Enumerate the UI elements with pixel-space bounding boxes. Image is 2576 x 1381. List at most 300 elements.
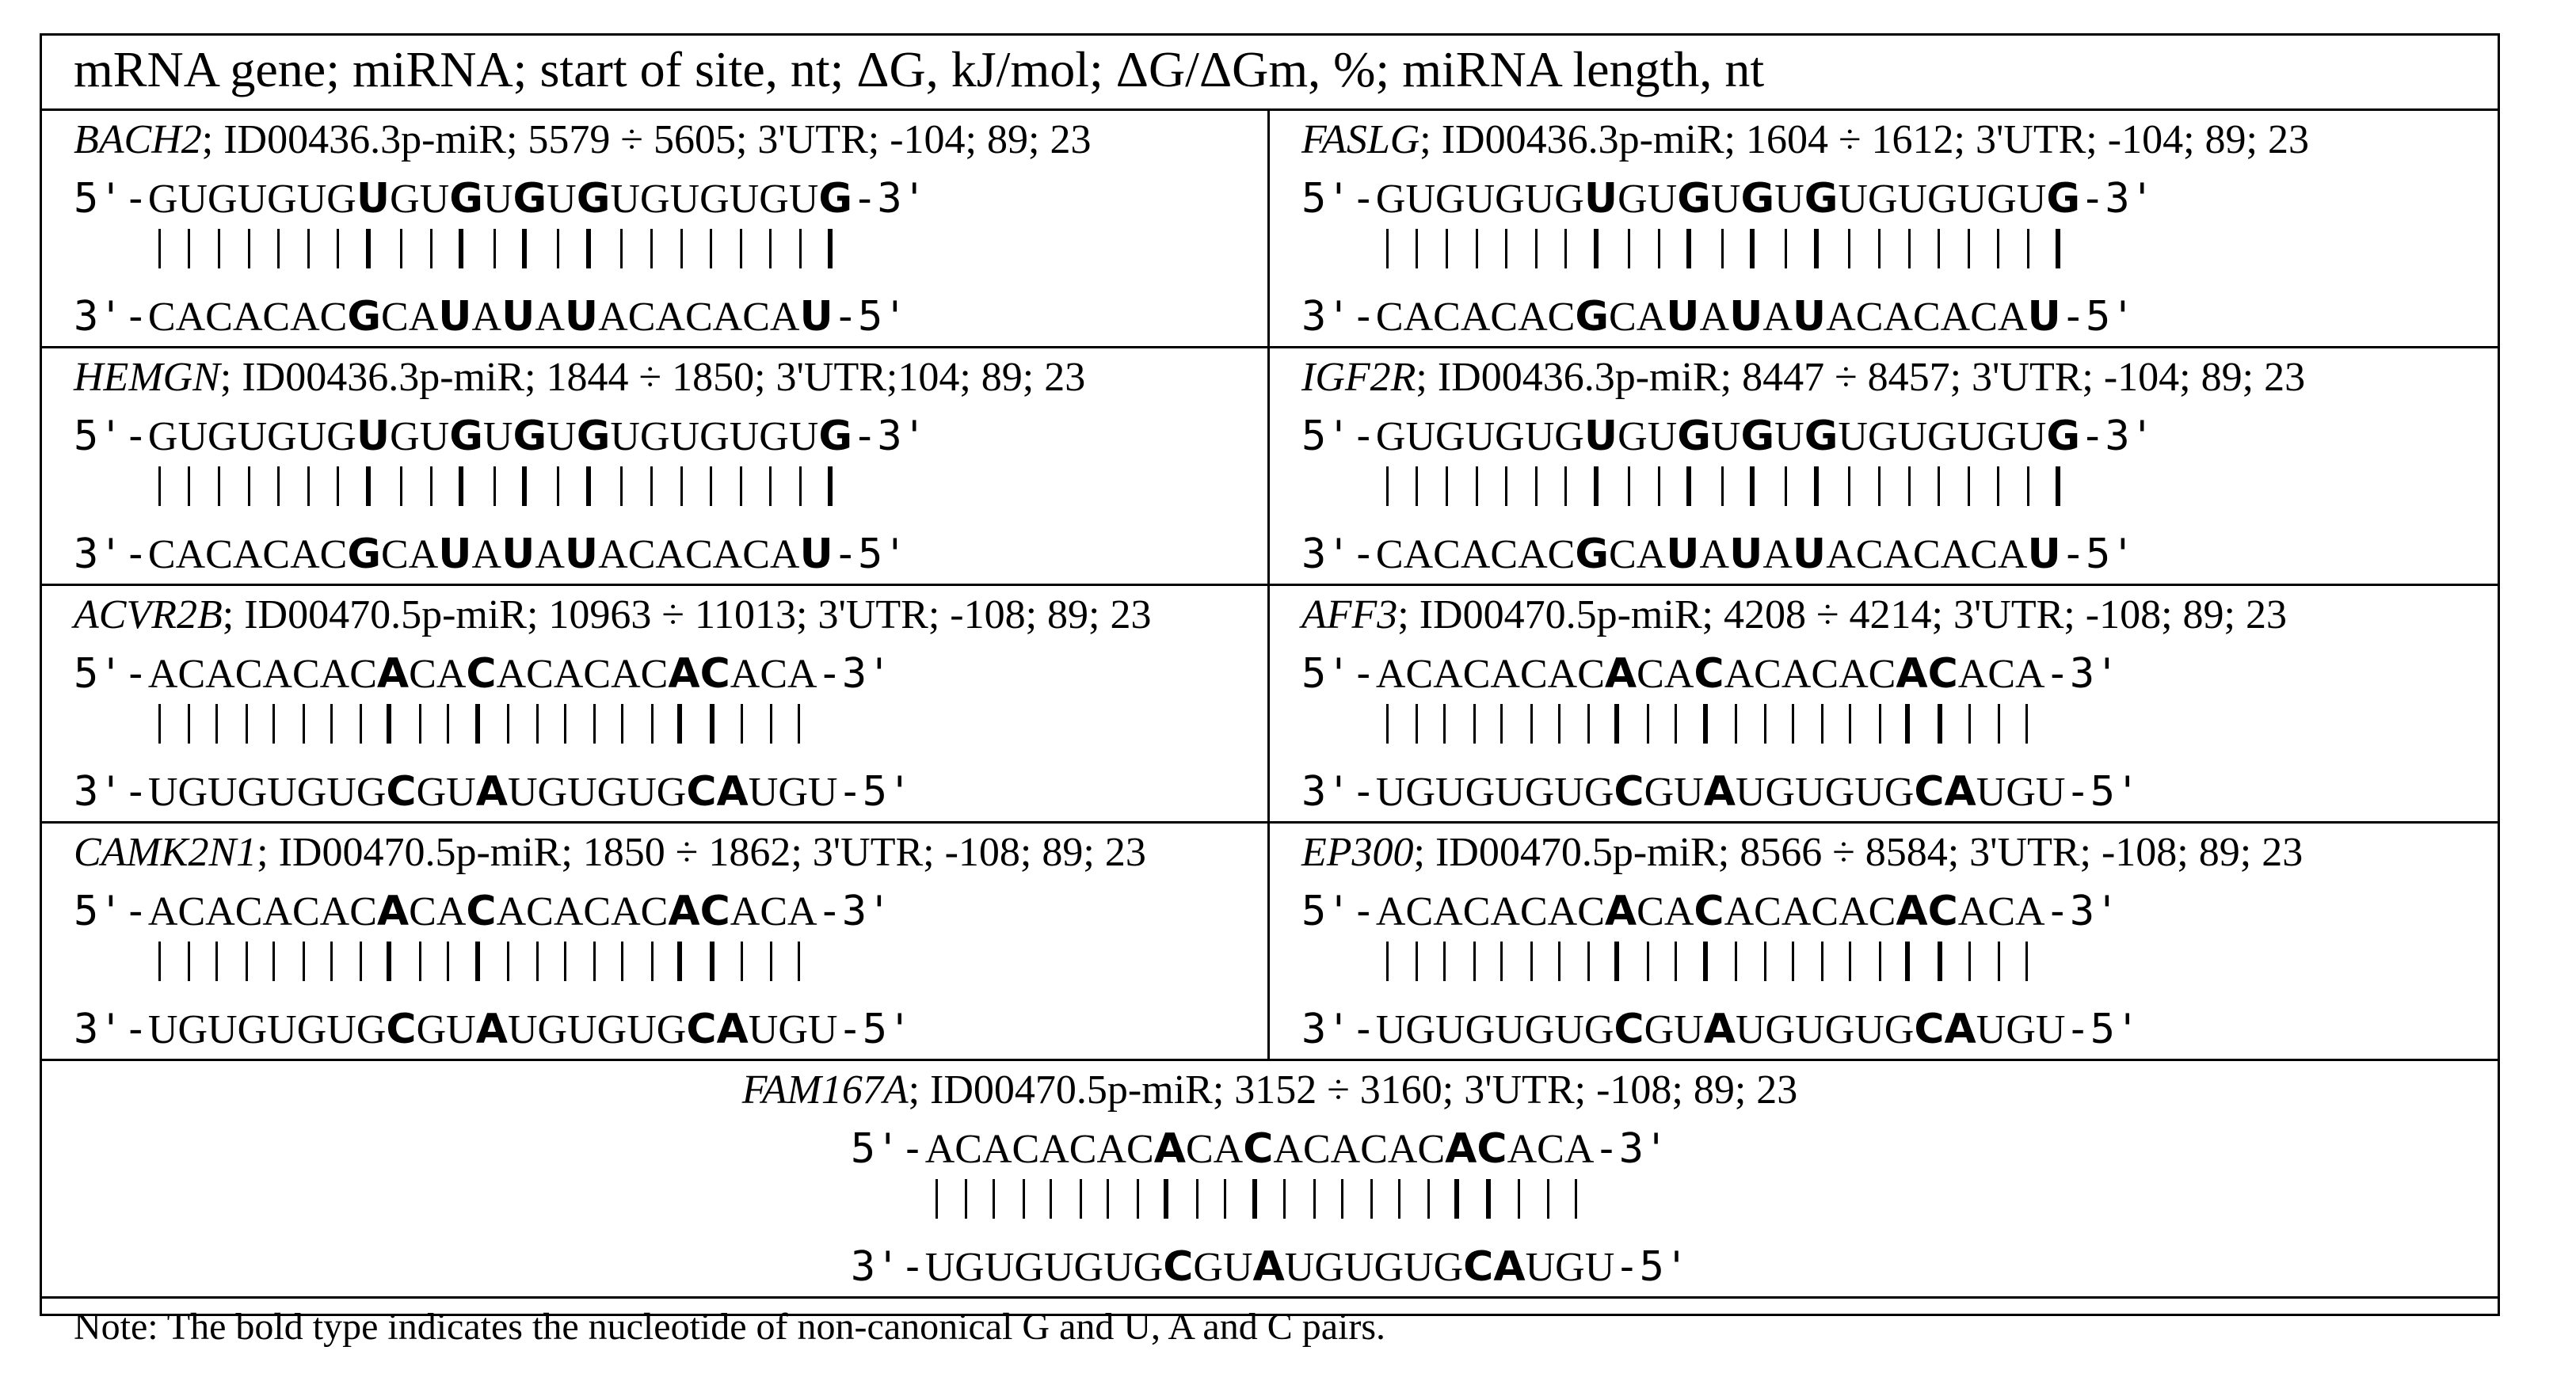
nucleotide: C (1970, 295, 1998, 340)
pair-bar (148, 229, 178, 268)
nucleotide: U (729, 177, 760, 222)
nucleotide: C (1537, 1127, 1564, 1172)
nucleotide: C (1637, 652, 1664, 697)
pair-bar (267, 229, 297, 268)
nucleotide: G (1554, 414, 1584, 459)
pair-bar (1186, 1179, 1214, 1219)
nucleotide: A (262, 889, 292, 934)
pair-bar (177, 466, 208, 506)
nucleotide: C (1912, 295, 1941, 340)
pair-bar (760, 704, 787, 744)
pair-bar (377, 704, 409, 744)
strand-prefix: 5'- (1301, 888, 1376, 935)
nucleotide: C (1754, 889, 1781, 934)
pair-bar (610, 229, 640, 268)
pair-bar (670, 229, 700, 268)
nucleotide: A (175, 295, 206, 340)
pairing-bars (74, 466, 927, 525)
nucleotide-bold: C (1614, 768, 1644, 816)
nucleotide-bold: G (1575, 293, 1610, 340)
pair-bar (1433, 942, 1463, 981)
entry-info (42, 1061, 2498, 1120)
nucleotide: G (390, 414, 420, 459)
nucleotide: A (611, 652, 641, 697)
strand-prefix: 5'- (74, 650, 148, 698)
nucleotide-bold: G (576, 175, 611, 223)
pair-bar (787, 704, 817, 744)
nucleotide-bold: U (799, 531, 833, 578)
nucleotide: C (147, 295, 176, 340)
pair-bar (1376, 704, 1406, 744)
nucleotide: A (1663, 889, 1694, 934)
nucleotide: A (924, 1127, 955, 1172)
pair-bar (449, 466, 483, 506)
pair-bar (449, 229, 483, 268)
nucleotide: U (1957, 414, 1987, 459)
pair-bar (390, 229, 420, 268)
nucleotide: U (419, 414, 450, 459)
nucleotide: A (1997, 532, 2028, 577)
nucleotide: C (1302, 1127, 1331, 1172)
site-info: ; ID00436.3p-miR; 1844 ÷ 1850; 3'UTR;104; 89; 23 (219, 355, 1086, 400)
nucleotide-bold: C (1914, 768, 1945, 816)
strand-prefix: 5'- (1301, 650, 1376, 698)
pair-bar (1417, 1179, 1445, 1219)
strand-suffix: -5' (2065, 768, 2140, 816)
pair-bar (1774, 229, 1804, 268)
nucleotide-bold: A (1944, 768, 1976, 816)
nucleotide-bold: G (513, 413, 547, 460)
strand-suffix: -3' (2080, 175, 2155, 223)
pair-bar (1405, 466, 1435, 506)
nucleotide: G (147, 414, 178, 459)
pair-bar (1898, 466, 1928, 506)
pair-bar (1740, 229, 1774, 268)
pairing-bars (851, 1179, 1689, 1238)
pair-bar (1804, 229, 1839, 268)
pair-bar (1987, 466, 2017, 506)
nucleotide: A (1699, 295, 1730, 340)
nucleotide: G (326, 414, 356, 459)
nucleotide: C (1375, 295, 1404, 340)
pair-bar (1838, 466, 1868, 506)
nucleotide: U (237, 177, 268, 222)
nucleotide: A (1547, 652, 1578, 697)
pair-bar (1564, 1179, 1595, 1219)
strand-suffix: -3' (817, 650, 892, 698)
nucleotide: G (208, 177, 238, 222)
nucleotide: C (1987, 652, 2016, 697)
pair-bar (497, 704, 527, 744)
pair-bar (640, 229, 670, 268)
pair-bar (1648, 229, 1678, 268)
pair-bar (326, 229, 356, 268)
pair-bar (297, 466, 327, 506)
nucleotide: G (1073, 1245, 1104, 1290)
nucleotide: C (1811, 652, 1839, 697)
nucleotide: G (537, 1007, 568, 1052)
pair-bar (1724, 942, 1755, 981)
top-strand (74, 169, 927, 229)
pair-bar (1648, 466, 1678, 506)
nucleotide: A (535, 532, 565, 577)
nucleotide: U (2035, 770, 2066, 815)
nucleotide: U (984, 1245, 1015, 1290)
nucleotide-bold: C (466, 650, 497, 698)
nucleotide: U (446, 770, 476, 815)
nucleotide: U (147, 770, 178, 815)
pair-bar (349, 704, 377, 744)
nucleotide: C (742, 532, 770, 577)
top-strand (1301, 407, 2155, 466)
mirna-binding-table (40, 33, 2500, 1348)
top-strand (74, 407, 927, 466)
gene-name: HEMGN (74, 355, 220, 400)
pair-bar (497, 942, 527, 981)
pair-bar (1273, 1179, 1303, 1219)
nucleotide: C (526, 889, 554, 934)
nucleotide: G (1465, 770, 1496, 815)
pair-bar (377, 942, 409, 981)
nucleotide: A (1564, 1127, 1595, 1172)
nucleotide: C (1577, 889, 1605, 934)
pair-bar (1754, 704, 1781, 744)
pair-bar (483, 229, 513, 268)
pair-bar (148, 704, 178, 744)
nucleotide: U (296, 177, 327, 222)
pair-bar (466, 704, 496, 744)
nucleotide: A (1957, 889, 1988, 934)
nucleotide: G (778, 1007, 808, 1052)
nucleotide: U (267, 1007, 297, 1052)
top-strand (1301, 882, 2140, 942)
nucleotide: C (177, 889, 206, 934)
nucleotide-bold: G (2046, 413, 2081, 460)
nucleotide: C (1811, 889, 1839, 934)
nucleotide: G (1524, 770, 1555, 815)
nucleotide: U (1465, 414, 1496, 459)
nucleotide: C (1987, 889, 2016, 934)
nucleotide: A (1403, 532, 1434, 577)
nucleotide: A (1433, 652, 1463, 697)
nucleotide: U (729, 414, 760, 459)
pair-bar (148, 466, 178, 506)
nucleotide: G (416, 1007, 447, 1052)
pair-bar (1694, 942, 1724, 981)
nucleotide: C (319, 295, 348, 340)
pair-bar (1554, 229, 1584, 268)
strand-prefix: 5'- (74, 413, 148, 460)
nucleotide: U (1043, 1245, 1074, 1290)
pair-bar (759, 229, 789, 268)
pair-bar (1126, 1179, 1154, 1219)
nucleotide: C (1868, 652, 1896, 697)
nucleotide: A (436, 652, 467, 697)
nucleotide-bold: G (1740, 175, 1775, 223)
nucleotide: U (1854, 770, 1884, 815)
nucleotide: C (1855, 532, 1884, 577)
nucleotide: U (1375, 1007, 1406, 1052)
nucleotide: C (1126, 1127, 1154, 1172)
nucleotide: G (778, 770, 808, 815)
nucleotide-bold: A (1445, 1125, 1477, 1173)
nucleotide-bold: G (449, 175, 483, 223)
nucleotide: G (1927, 414, 1957, 459)
nucleotide: G (656, 770, 687, 815)
nucleotide: A (611, 889, 641, 934)
nucleotide: G (1618, 414, 1648, 459)
nucleotide: G (699, 414, 730, 459)
nucleotide: A (1507, 1127, 1538, 1172)
nucleotide: A (1781, 652, 1812, 697)
nucleotide: U (1584, 1245, 1615, 1290)
nucleotide: A (730, 652, 760, 697)
pair-bar (1987, 229, 2017, 268)
pair-bar (611, 942, 641, 981)
nucleotide: A (787, 652, 817, 697)
pair-bar (699, 229, 730, 268)
nucleotide-bold: C (686, 1006, 717, 1053)
nucleotide: G (1884, 1007, 1915, 1052)
nucleotide: A (1883, 295, 1913, 340)
nucleotide: G (1583, 770, 1614, 815)
pair-bar (409, 704, 436, 744)
pair-bar (730, 942, 760, 981)
nucleotide-bold: A (475, 768, 508, 816)
nucleotide: G (656, 1007, 687, 1052)
nucleotide: G (1433, 1245, 1464, 1290)
nucleotide-bold: U (564, 293, 599, 340)
pair-bar (583, 942, 611, 981)
nucleotide: G (390, 177, 420, 222)
pair-bar (1987, 942, 2015, 981)
nucleotide: G (537, 770, 568, 815)
pair-bar (1958, 704, 1988, 744)
nucleotide: U (1838, 414, 1868, 459)
pair-bar (1868, 229, 1898, 268)
pair-bar (526, 704, 554, 744)
nucleotide: U (1976, 1007, 2006, 1052)
nucleotide: U (1647, 177, 1678, 222)
pair-bar (1012, 1179, 1040, 1219)
strand-prefix: 3'- (1301, 293, 1376, 340)
pair-bar (1520, 704, 1548, 744)
nucleotide: A (147, 652, 178, 697)
nucleotide: A (1636, 295, 1667, 340)
pair-bar (1405, 942, 1433, 981)
nucleotide: A (1663, 652, 1694, 697)
nucleotide: U (1854, 1007, 1884, 1052)
nucleotide-bold: U (1729, 531, 1763, 578)
nucleotide: G (296, 770, 327, 815)
pair-bar (1405, 704, 1433, 744)
nucleotide: G (1987, 177, 2017, 222)
nucleotide: U (296, 414, 327, 459)
pair-bar (1618, 229, 1648, 268)
nucleotide: U (748, 770, 779, 815)
nucleotide: A (1724, 889, 1755, 934)
nucleotide: U (807, 1007, 838, 1052)
pair-bar (420, 229, 450, 268)
nucleotide: A (1387, 1127, 1418, 1172)
nucleotide: U (177, 177, 208, 222)
pair-bar (1677, 229, 1711, 268)
nucleotide: U (1495, 1007, 1525, 1052)
nucleotide: U (1735, 1007, 1766, 1052)
nucleotide-bold: U (2027, 293, 2061, 340)
nucleotide: A (655, 295, 685, 340)
pair-bar (1554, 466, 1584, 506)
nucleotide-bold: G (347, 293, 382, 340)
nucleotide-bold: C (386, 768, 417, 816)
nucleotide: U (1647, 414, 1678, 459)
nucleotide: U (1774, 414, 1804, 459)
nucleotide: A (1096, 1127, 1127, 1172)
nucleotide: U (1465, 177, 1496, 222)
pair-bar (177, 704, 205, 744)
nucleotide: C (1855, 295, 1884, 340)
nucleotide: G (2006, 1007, 2036, 1052)
nucleotide: A (319, 652, 350, 697)
site-info: ; ID00470.5p-miR; 10963 ÷ 11013; 3'UTR; -108; 89; 23 (222, 592, 1152, 637)
pair-bar (292, 704, 320, 744)
pair-bar (1584, 466, 1618, 506)
pair-bar (2015, 704, 2045, 744)
pair-bar (1724, 704, 1755, 744)
nucleotide: G (2006, 770, 2036, 815)
pair-bar (730, 704, 760, 744)
nucleotide: A (262, 652, 292, 697)
nucleotide: U (924, 1245, 955, 1290)
site-info: ; ID00470.5p-miR; 8566 ÷ 8584; 3'UTR; -108; 89; 23 (1413, 830, 2304, 875)
nucleotide: U (1524, 177, 1555, 222)
nucleotide: G (1927, 177, 1957, 222)
nucleotide: A (1636, 532, 1667, 577)
strand-prefix: 5'- (850, 1125, 925, 1173)
pair-bar (1520, 942, 1548, 981)
bottom-strand (1301, 1000, 2140, 1060)
nucleotide: C (1577, 652, 1605, 697)
pairing-bars (1301, 704, 2140, 763)
nucleotide: U (627, 770, 657, 815)
pair-bar (1928, 942, 1958, 981)
pair-bar (1957, 466, 1987, 506)
pair-bar (1525, 229, 1555, 268)
nucleotide: C (1609, 295, 1637, 340)
nucleotide: U (1222, 1245, 1253, 1290)
nucleotide: U (208, 1007, 238, 1052)
pair-bar (640, 466, 670, 506)
nucleotide: A (712, 295, 743, 340)
pair-bar (955, 1179, 982, 1219)
pair-bar (1896, 704, 1927, 744)
pair-bar (1435, 229, 1465, 268)
duplex (851, 1120, 1689, 1297)
pair-bar (1303, 1179, 1331, 1219)
site-info: ; ID00436.3p-miR; 1604 ÷ 1612; 3'UTR; -104; 89; 23 (1419, 117, 2309, 162)
pair-bar (1605, 704, 1637, 744)
pair-bar (547, 229, 577, 268)
entry-info (74, 111, 1267, 169)
nucleotide: G (147, 177, 178, 222)
nucleotide: G (1435, 414, 1465, 459)
nucleotide-bold: C (1243, 1125, 1274, 1173)
nucleotide: C (349, 889, 377, 934)
entry-cell (42, 348, 1270, 584)
duplex (74, 882, 912, 1060)
site-info: ; ID00436.3p-miR; 8447 ÷ 8457; 3'UTR; -104; 89; 23 (1416, 355, 2306, 400)
nucleotide: U (1103, 1245, 1134, 1290)
pair-bar (297, 229, 327, 268)
duplex (1301, 882, 2140, 1060)
nucleotide: A (1330, 1127, 1361, 1172)
pair-bar (1987, 704, 2015, 744)
nucleotide: C (1547, 532, 1576, 577)
nucleotide: G (955, 1245, 985, 1290)
nucleotide: U (1284, 1245, 1315, 1290)
pair-bar (818, 229, 852, 268)
nucleotide: C (1609, 532, 1637, 577)
pair-bar (1694, 704, 1724, 744)
nucleotide: G (1405, 1007, 1436, 1052)
strand-prefix: 3'- (74, 293, 148, 340)
nucleotide: G (1014, 1245, 1044, 1290)
nucleotide: G (1405, 770, 1436, 815)
nucleotide: U (1976, 770, 2006, 815)
nucleotide: A (769, 532, 800, 577)
nucleotide: U (1674, 1007, 1704, 1052)
gene-name: FASLG (1301, 117, 1420, 162)
pair-bar (1896, 942, 1927, 981)
gene-name: EP300 (1301, 830, 1414, 875)
nucleotide: A (1826, 532, 1856, 577)
nucleotide: A (496, 889, 527, 934)
nucleotide-bold: C (1163, 1243, 1194, 1291)
duplex (1301, 645, 2140, 822)
nucleotide: G (356, 1007, 387, 1052)
nucleotide: U (208, 770, 238, 815)
strand-suffix: -3' (852, 413, 927, 460)
nucleotide: A (175, 532, 206, 577)
nucleotide: A (1490, 652, 1520, 697)
pair-bar (292, 942, 320, 981)
pair-bar (577, 466, 611, 506)
bottom-strand (1301, 763, 2140, 822)
nucleotide: G (1554, 177, 1584, 222)
pair-bar (760, 942, 787, 981)
pair-bar (356, 229, 390, 268)
strand-prefix: 3'- (74, 768, 148, 816)
pair-bar (547, 466, 577, 506)
pair-bar (238, 229, 268, 268)
site-info: ; ID00436.3p-miR; 5579 ÷ 5605; 3'UTR; -104; 89; 23 (201, 117, 1092, 162)
nucleotide: A (655, 532, 685, 577)
nucleotide-bold: U (1792, 531, 1827, 578)
nucleotide: C (640, 889, 669, 934)
nucleotide: A (1460, 295, 1491, 340)
pair-bar (235, 942, 263, 981)
nucleotide: U (669, 177, 700, 222)
nucleotide: U (567, 1007, 597, 1052)
nucleotide: G (639, 414, 670, 459)
entry-info (1301, 111, 2498, 169)
nucleotide: A (471, 295, 502, 340)
nucleotide: C (1360, 1127, 1388, 1172)
nucleotide: C (684, 532, 713, 577)
pair-bar (1664, 942, 1694, 981)
nucleotide: A (1273, 1127, 1303, 1172)
nucleotide: A (147, 889, 178, 934)
